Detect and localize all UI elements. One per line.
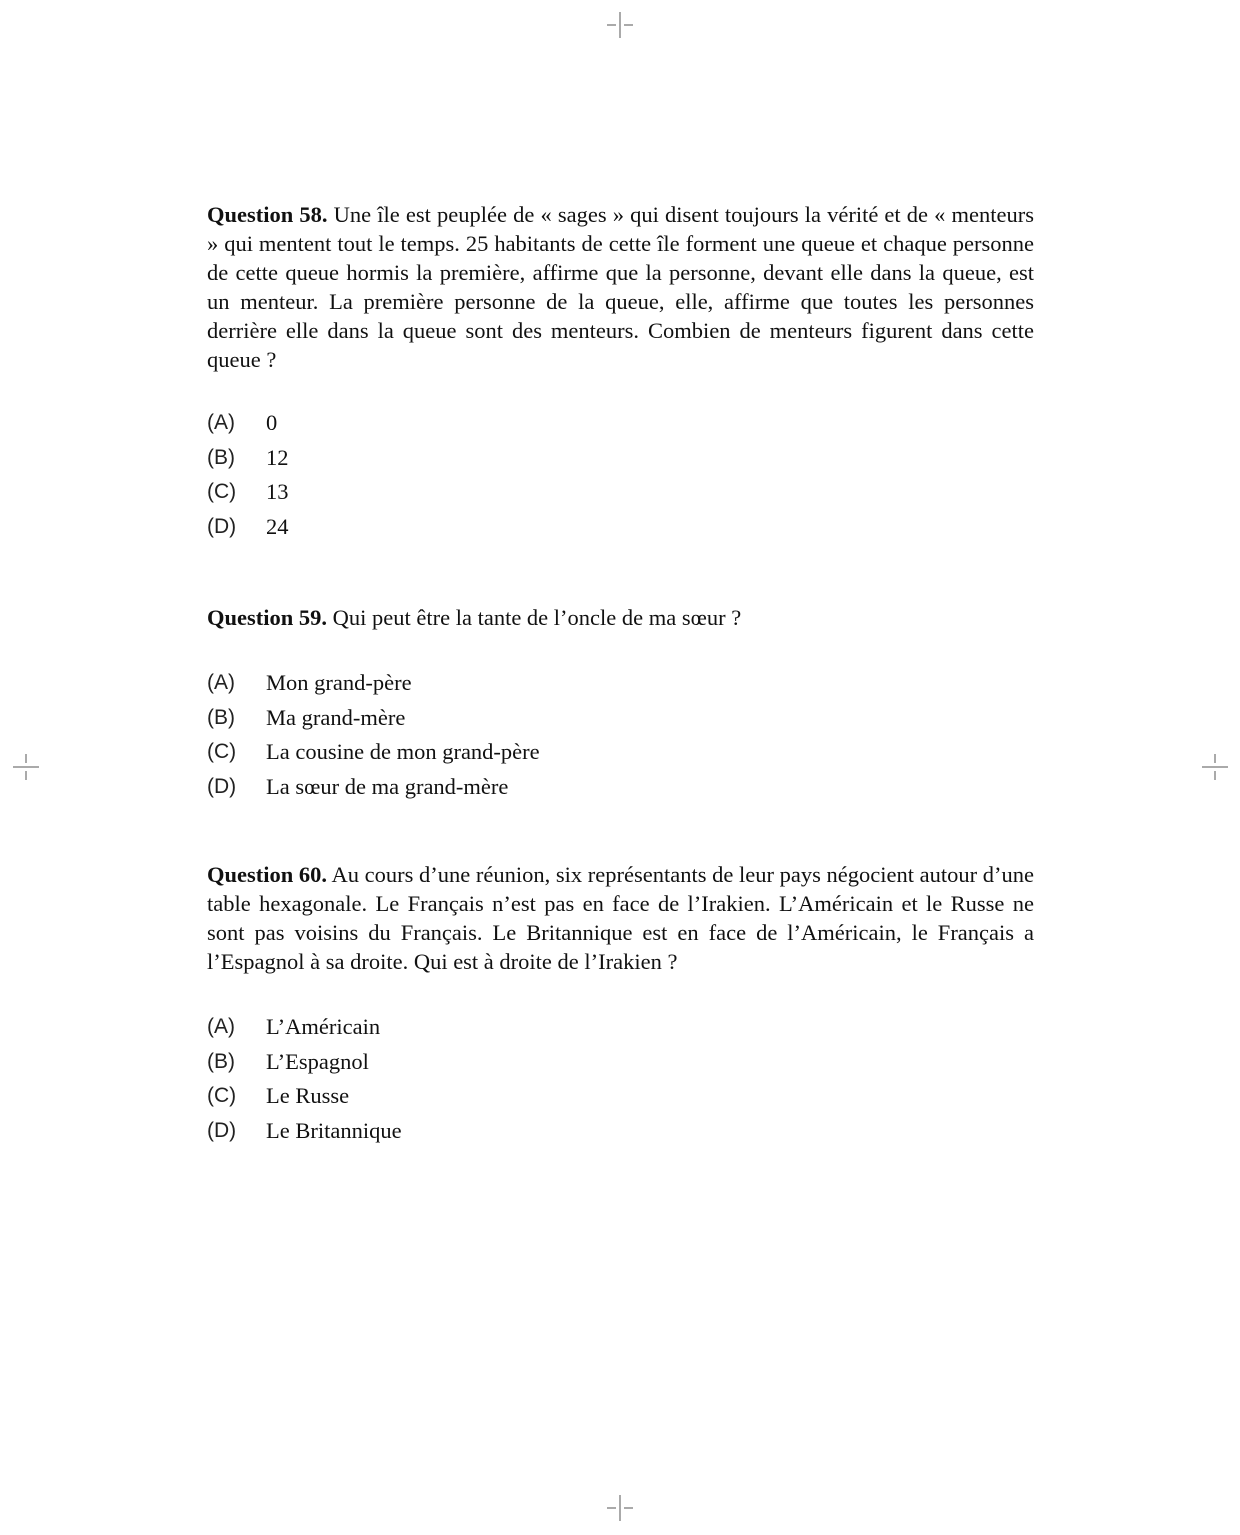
question-59-label: Question 59. [207, 605, 328, 630]
crop-mark-right-icon [1200, 752, 1230, 782]
option-text: L’Américain [266, 1014, 381, 1040]
question-60-body: Au cours d’une réunion, six représentants de leur pays négocient autour d’une table hexagonale. Le Français n’est pas en face de l’Irakien. L’Américain et le Russe ne sont pas voisins du Français. Le Britannique est en face de l’Américain, le Français a l’Espagnol à sa droite. Qui est à droite de l’Irakien ? [207, 862, 1035, 974]
option-text: Ma grand-mère [266, 704, 406, 730]
option-letter: (B) [207, 445, 235, 469]
option-text: 0 [266, 410, 278, 436]
option-59-b [207, 701, 1034, 736]
crop-mark-left-icon [11, 752, 41, 782]
option-letter: (B) [207, 1049, 235, 1073]
crop-mark-top-icon [605, 10, 635, 40]
option-letter: (B) [207, 705, 235, 729]
question-58 [207, 200, 1034, 544]
option-text: La sœur de ma grand-mère [266, 773, 509, 799]
option-letter: (A) [207, 411, 235, 435]
question-59 [207, 603, 1034, 804]
option-text: La cousine de mon grand-père [266, 739, 540, 765]
option-letter: (D) [207, 774, 237, 798]
option-text: 13 [266, 479, 289, 505]
option-59-c [207, 735, 1034, 770]
question-59-options [207, 666, 1034, 804]
question-58-body: Une île est peuplée de « sages » qui disent toujours la vérité et de « menteurs » qui mentent tout le temps. 25 habitants de cette île forment une queue et chaque personne de cette queue hormis la première, affirme que la personne, devant elle dans la queue, est un menteur. La première personne de la queue, elle, affirme que toutes les personnes derrière elle dans la queue sont des menteurs. Combien de menteurs figurent dans cette queue ? [207, 202, 1035, 372]
option-letter: (C) [207, 740, 237, 764]
question-59-text [207, 603, 1034, 632]
option-60-d [207, 1114, 1034, 1149]
question-60-label: Question 60. [207, 862, 328, 887]
option-letter: (C) [207, 480, 237, 504]
question-59-body: Qui peut être la tante de l’oncle de ma sœur ? [332, 605, 742, 630]
option-58-a [207, 406, 1034, 441]
option-59-a [207, 666, 1034, 701]
option-58-b [207, 441, 1034, 476]
question-60-options [207, 1010, 1034, 1148]
option-60-c [207, 1079, 1034, 1114]
option-60-b [207, 1045, 1034, 1080]
option-text: 12 [266, 444, 289, 470]
option-text: 24 [266, 513, 289, 539]
question-60 [207, 860, 1034, 1148]
crop-mark-bottom-icon [605, 1493, 635, 1523]
option-60-a [207, 1010, 1034, 1045]
option-59-d [207, 770, 1034, 805]
option-text: L’Espagnol [266, 1048, 369, 1074]
option-58-d [207, 510, 1034, 545]
option-letter: (D) [207, 514, 237, 538]
option-58-c [207, 475, 1034, 510]
option-letter: (A) [207, 1015, 235, 1039]
question-60-text [207, 860, 1034, 976]
option-letter: (D) [207, 1118, 237, 1142]
option-text: Mon grand-père [266, 670, 412, 696]
option-letter: (A) [207, 671, 235, 695]
option-text: Le Britannique [266, 1117, 402, 1143]
question-58-text [207, 200, 1034, 374]
option-text: Le Russe [266, 1083, 350, 1109]
question-58-label: Question 58. [207, 202, 328, 227]
question-58-options [207, 406, 1034, 544]
option-letter: (C) [207, 1084, 237, 1108]
